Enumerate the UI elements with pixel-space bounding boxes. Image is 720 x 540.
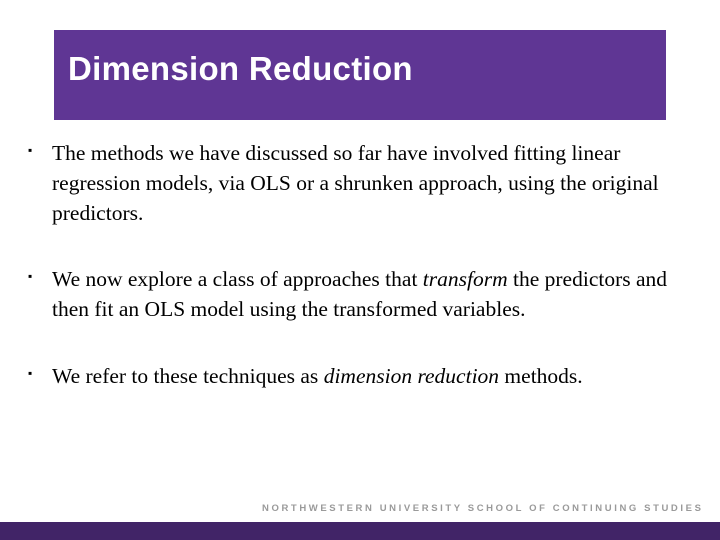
square-bullet-icon: ▪ <box>28 143 33 157</box>
slide-title: Dimension Reduction <box>68 50 413 87</box>
bullet-text-part: We refer to these techniques as <box>52 364 324 388</box>
bullet-emphasis: dimension reduction <box>323 364 500 388</box>
title-bar <box>54 30 666 120</box>
bullet-text-part: methods. <box>499 364 583 388</box>
footer-bar <box>0 522 720 540</box>
square-bullet-icon: ▪ <box>28 269 33 283</box>
bullet-emphasis: transform <box>422 267 508 291</box>
bullet-text-part: the predictors and then fit an OLS model using the transformed variables. <box>52 267 668 321</box>
footer-institution: NORTHWESTERN UNIVERSITY SCHOOL OF CONTINUING STUDIES <box>262 503 704 514</box>
square-bullet-icon: ▪ <box>28 366 33 380</box>
bullet-text <box>52 138 708 228</box>
bullet-text-part: The methods we have discussed so far have involved fitting linear regression models, via OLS or a shrunken approach, using the original predictors. <box>52 141 659 225</box>
bullet-text <box>52 361 708 391</box>
bullet-text <box>52 264 708 324</box>
bullet-text-part: We now explore a class of approaches that <box>52 267 423 291</box>
